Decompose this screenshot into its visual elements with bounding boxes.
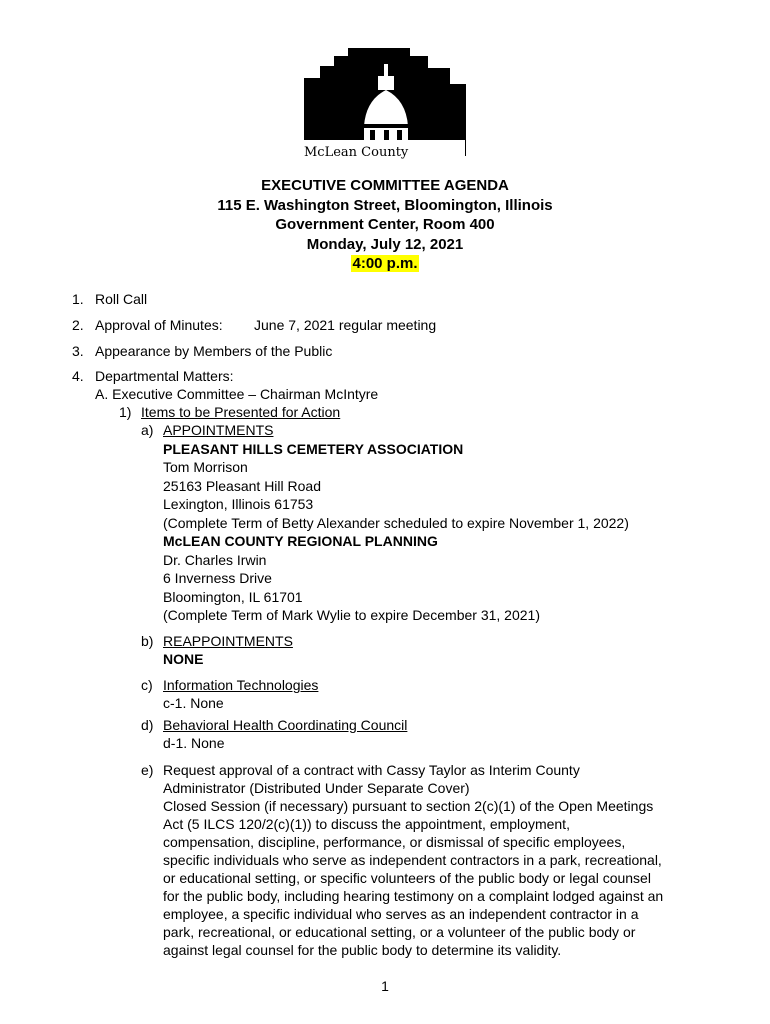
org1-line: Tom Morrison	[163, 459, 248, 475]
item-2-number: 2.	[72, 317, 84, 333]
it-heading: Information Technologies	[163, 677, 319, 693]
bh-value: d-1. None	[163, 735, 225, 751]
org2-line: Dr. Charles Irwin	[163, 551, 267, 568]
contract-paragraph	[163, 761, 723, 959]
contract-line: specific individuals who serve as independent contractors in a park, recreational,	[163, 852, 662, 868]
contract-line: against legal counsel for the public body to determine its validity.	[163, 942, 562, 958]
org1-line: Lexington, Illinois 61753	[163, 496, 314, 512]
org1-line: (Complete Term of Betty Alexander scheduled to expire November 1, 2022)	[163, 514, 629, 531]
item-1-number: 1.	[72, 291, 84, 307]
item-3-number: 3.	[72, 343, 84, 359]
contract-line: park, recreational, or educational setting, or a volunteer of the public body or	[163, 924, 636, 940]
contract-line: Act (5 ILCS 120/2(c)(1)) to discuss the appointment, employment,	[163, 816, 570, 832]
reappointments-heading: REAPPOINTMENTS	[163, 633, 293, 649]
bh-heading: Behavioral Health Coordinating Council	[163, 717, 408, 733]
subitem-1-number: 1)	[119, 404, 132, 420]
item-4-label: Departmental Matters:	[95, 368, 234, 384]
logo-text: McLean County	[304, 145, 409, 160]
org2-line: Bloomington, IL 61701	[163, 588, 303, 605]
it-value: c-1. None	[163, 695, 224, 711]
org2-line: (Complete Term of Mark Wylie to expire December 31, 2021)	[163, 607, 540, 623]
item-2-label: Approval of Minutes:	[95, 317, 223, 333]
subitem-1-label: Items to be Presented for Action	[141, 404, 341, 420]
agenda-location: Government Center, Room 400	[275, 216, 495, 233]
appointments-letter: a)	[141, 422, 154, 438]
org2-name: McLEAN COUNTY REGIONAL PLANNING	[163, 533, 438, 549]
contract-line: Administrator (Distributed Under Separate Cover)	[163, 780, 470, 796]
contract-line: or educational setting, or specific volunteers of the public body or legal counsel	[163, 870, 651, 886]
agenda-title: EXECUTIVE COMMITTEE AGENDA	[261, 177, 509, 194]
reappointments-value: NONE	[163, 651, 204, 667]
contract-line: for the public body, including hearing testimony on a complaint lodged against an	[163, 888, 664, 904]
agenda-time-wrapper	[0, 254, 770, 274]
org1-name: PLEASANT HILLS CEMETERY ASSOCIATION	[163, 440, 464, 457]
item-4-number: 4.	[72, 368, 84, 384]
contract-line: Request approval of a contract with Cassy Taylor as Interim County	[163, 762, 580, 778]
item-1-label: Roll Call	[95, 291, 148, 307]
bh-letter: d)	[141, 717, 154, 733]
contract-line: Closed Session (if necessary) pursuant to section 2(c)(1) of the Open Meetings	[163, 798, 654, 814]
contract-line: employee, a specific individual who serves as an independent contractor in a	[163, 906, 639, 922]
item-3-label: Appearance by Members of the Public	[95, 343, 333, 359]
appointments-heading: APPOINTMENTS	[163, 422, 274, 438]
agenda-date: Monday, July 12, 2021	[306, 235, 464, 253]
agenda-address: 115 E. Washington Street, Bloomington, Illinois	[217, 196, 553, 214]
contract-line: compensation, discipline, performance, or dismissal of specific employees,	[163, 834, 626, 850]
page-number: 1	[381, 978, 389, 994]
contract-letter: e)	[141, 762, 154, 778]
section-a-label: A. Executive Committee – Chairman McIntyre	[95, 386, 379, 402]
org1-line: 25163 Pleasant Hill Road	[163, 477, 321, 494]
reappointments-letter: b)	[141, 633, 154, 649]
org2-line: 6 Inverness Drive	[163, 570, 272, 586]
agenda-time: 4:00 p.m.	[352, 255, 418, 272]
item-2-value: June 7, 2021 regular meeting	[254, 317, 437, 333]
it-letter: c)	[141, 677, 153, 693]
